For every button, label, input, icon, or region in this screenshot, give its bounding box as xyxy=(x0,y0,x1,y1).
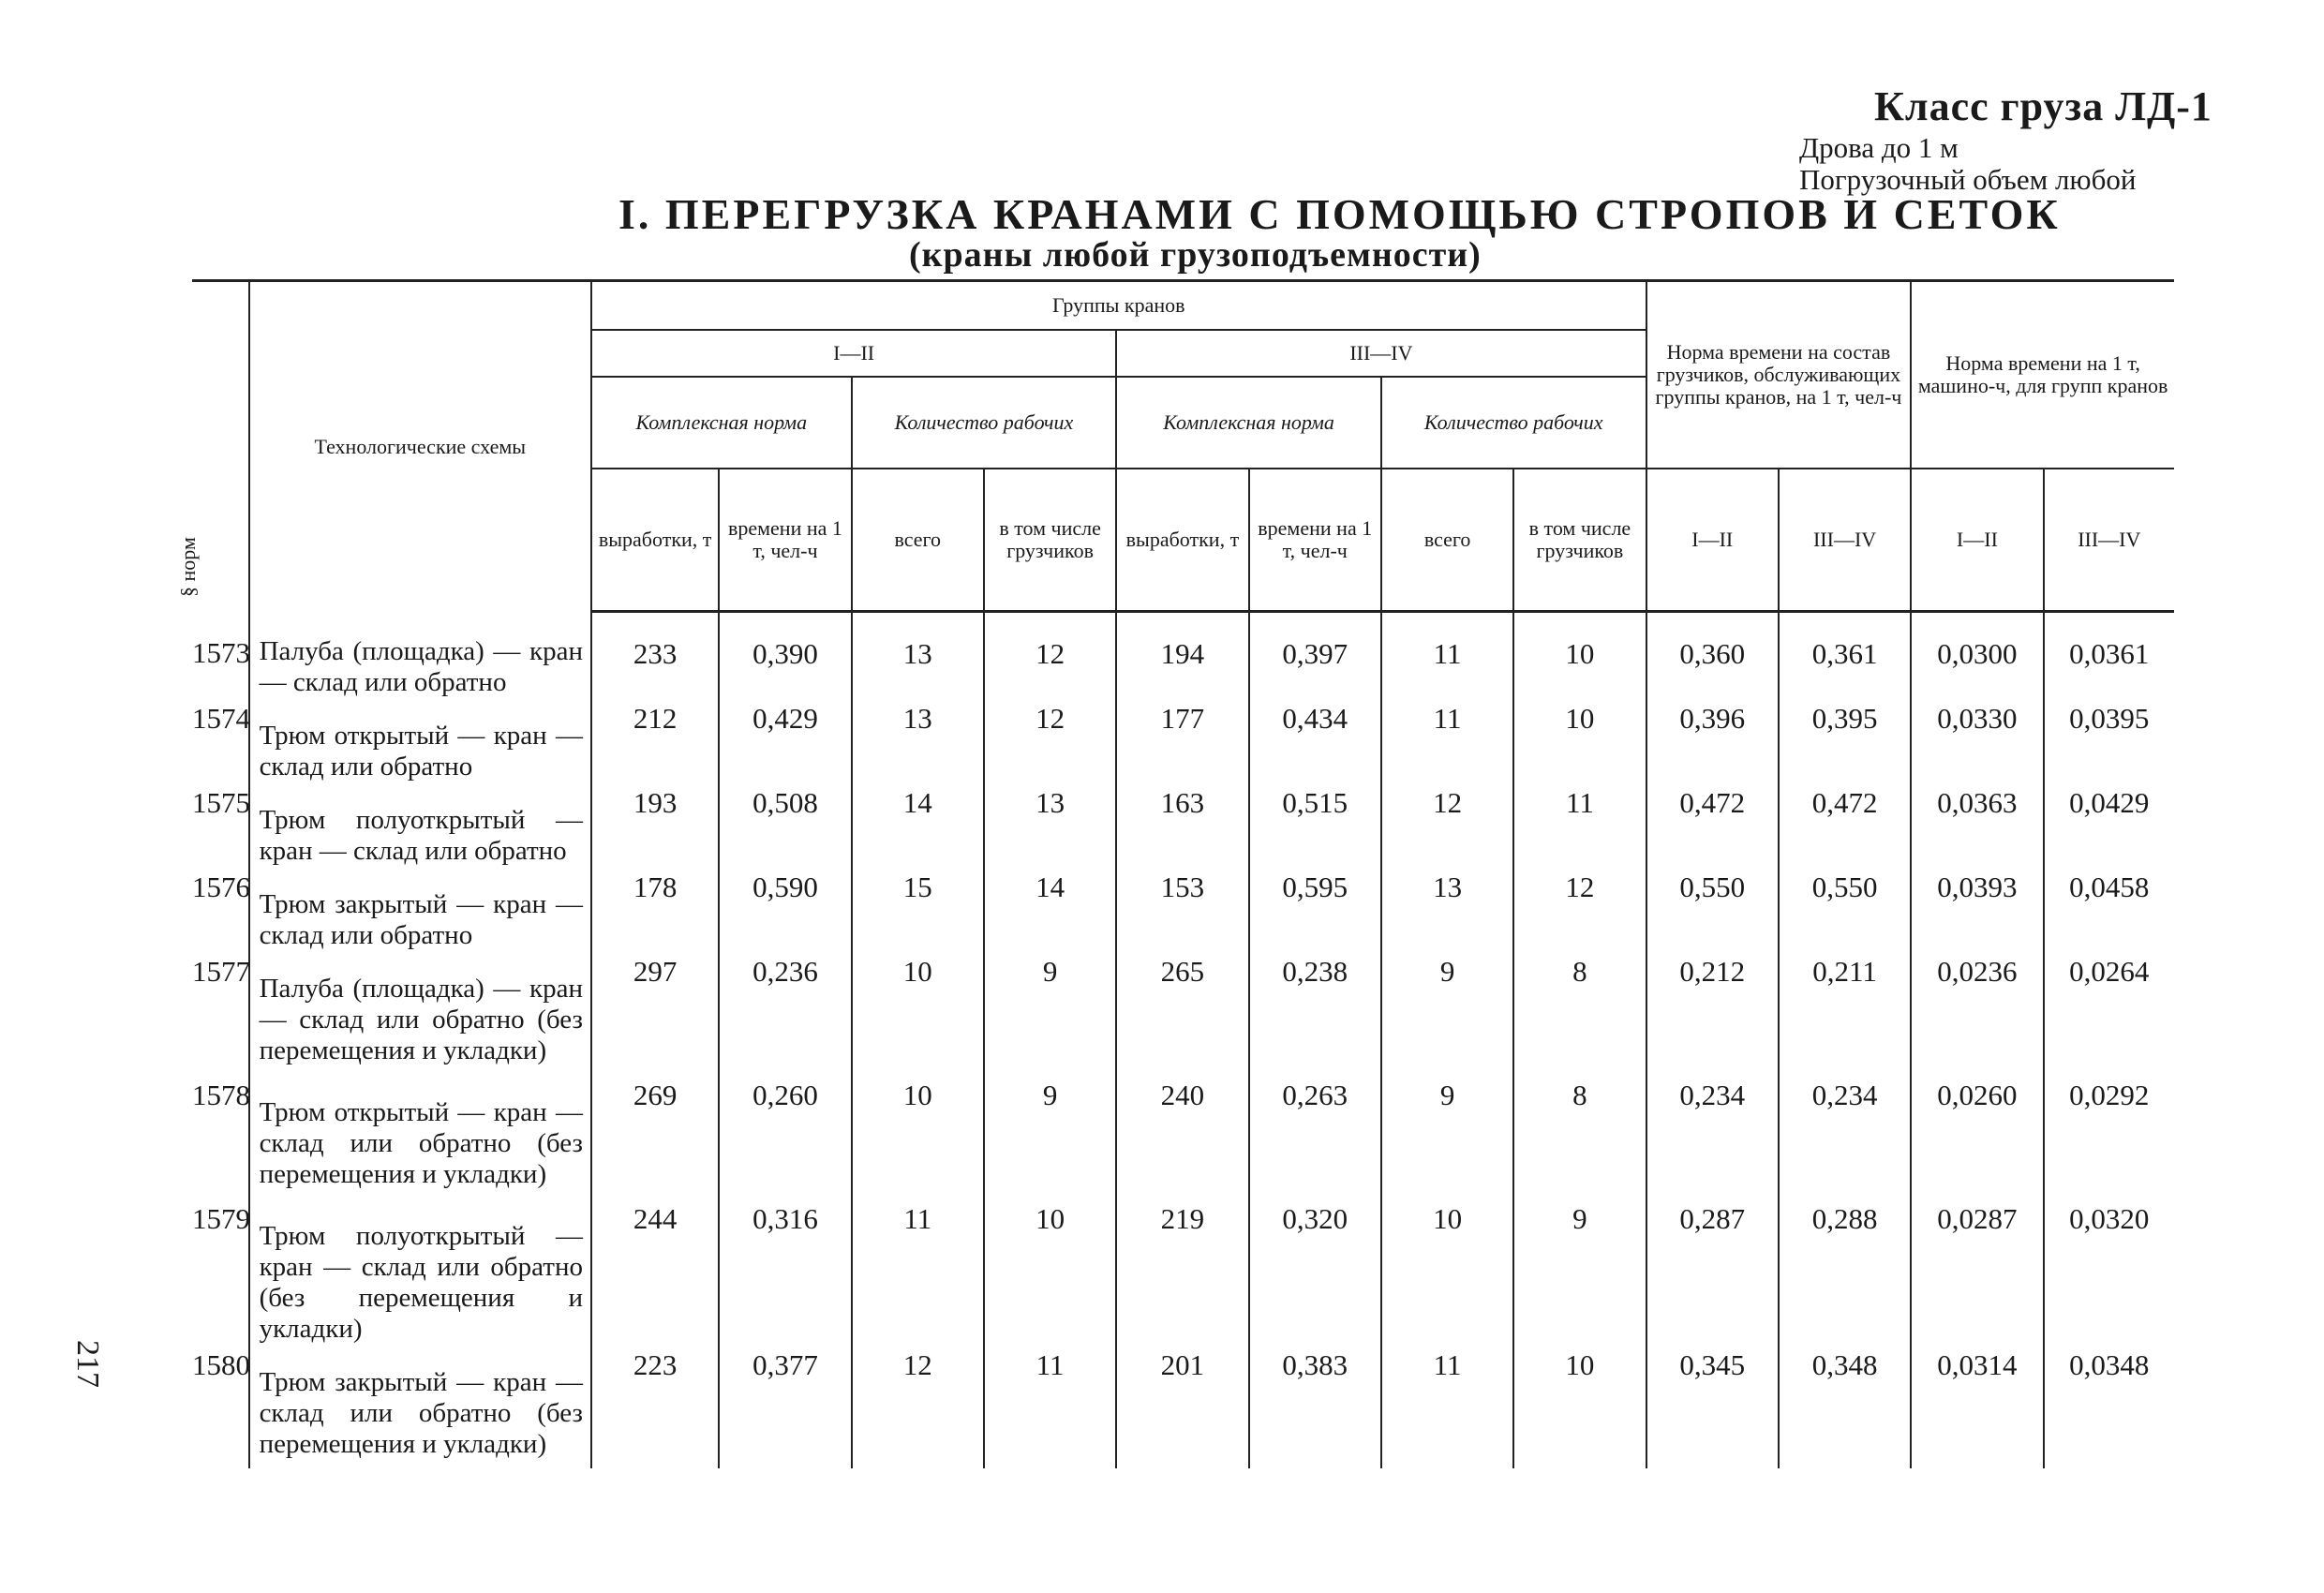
cell-time34: 0,515 xyxy=(1249,782,1381,867)
cell-ld34: 11 xyxy=(1513,782,1646,867)
cell-time12: 0,390 xyxy=(719,612,851,698)
cell-tot12: 13 xyxy=(852,612,984,698)
cell-nl34: 0,395 xyxy=(1779,698,1911,782)
header-loaders-norm-1-2: I—II xyxy=(1646,469,1779,612)
cell-nm34: 0,0320 xyxy=(2044,1198,2174,1345)
norms-table-container xyxy=(176,279,2174,1468)
cell-out12: 223 xyxy=(591,1345,719,1468)
cell-ld34: 10 xyxy=(1513,612,1646,698)
tech-scheme: Трюм полуоткрытый — кран — склад или обратно (без перемещения и укладки) xyxy=(249,1198,591,1345)
cell-ld12: 9 xyxy=(984,951,1116,1075)
cell-time34: 0,383 xyxy=(1249,1345,1381,1468)
cargo-class-title: Класс груза ЛД-1 xyxy=(1874,83,2212,129)
cell-out34: 177 xyxy=(1116,698,1248,782)
cell-nm34: 0,0395 xyxy=(2044,698,2174,782)
cell-time12: 0,316 xyxy=(719,1198,851,1345)
cell-nm12: 0,0236 xyxy=(1911,951,2043,1075)
cell-nm12: 0,0330 xyxy=(1911,698,2043,782)
cell-out12: 178 xyxy=(591,867,719,951)
cell-tot34: 12 xyxy=(1381,782,1513,867)
cell-nm12: 0,0300 xyxy=(1911,612,2043,698)
table-row xyxy=(192,782,2174,867)
cell-nm12: 0,0393 xyxy=(1911,867,2043,951)
cell-ld12: 10 xyxy=(984,1198,1116,1345)
cell-out34: 219 xyxy=(1116,1198,1248,1345)
norm-number: 1578 xyxy=(192,1078,250,1111)
cell-ld34: 10 xyxy=(1513,698,1646,782)
cell-nl34: 0,361 xyxy=(1779,612,1911,698)
cell-out34: 201 xyxy=(1116,1345,1248,1468)
header-time-norm-loaders: Норма времени на состав грузчиков, обслуживающих группы кранов, на 1 т, чел-ч xyxy=(1646,281,1912,469)
cell-nl12: 0,212 xyxy=(1646,951,1779,1075)
norm-number: 1580 xyxy=(192,1347,250,1381)
cell-nl34: 0,472 xyxy=(1779,782,1911,867)
cell-ld12: 13 xyxy=(984,782,1116,867)
header-workers-3-4: Количество рабочих xyxy=(1381,377,1646,469)
cell-nm12: 0,0314 xyxy=(1911,1345,2043,1468)
cell-ld12: 11 xyxy=(984,1345,1116,1468)
cell-out12: 233 xyxy=(591,612,719,698)
header-machine-norm-1-2: I—II xyxy=(1911,469,2043,612)
cell-ld34: 12 xyxy=(1513,867,1646,951)
cell-nl12: 0,345 xyxy=(1646,1345,1779,1468)
tech-scheme: Палуба (площадка) — кран — склад или обратно xyxy=(249,612,591,698)
cell-out34: 194 xyxy=(1116,612,1248,698)
header-complex-norm-1-2: Комплексная норма xyxy=(591,377,852,469)
cell-tot12: 11 xyxy=(852,1198,984,1345)
header-complex-norm-3-4: Комплексная норма xyxy=(1116,377,1381,469)
cell-out34: 163 xyxy=(1116,782,1248,867)
table-row xyxy=(192,1198,2174,1345)
header-total-3-4: всего xyxy=(1381,469,1513,612)
cell-time34: 0,434 xyxy=(1249,698,1381,782)
header-crane-groups: Группы кранов xyxy=(591,281,1646,331)
cell-nl12: 0,550 xyxy=(1646,867,1779,951)
header-total-1-2: всего xyxy=(852,469,984,612)
cell-time34: 0,397 xyxy=(1249,612,1381,698)
cell-ld12: 12 xyxy=(984,612,1116,698)
tech-scheme: Трюм полуоткрытый — кран — склад или обратно xyxy=(249,782,591,867)
section-subtitle: (краны любой грузоподъемности) xyxy=(909,235,1482,275)
header-group-3-4: III—IV xyxy=(1116,330,1646,377)
cell-out12: 193 xyxy=(591,782,719,867)
cell-nm34: 0,0348 xyxy=(2044,1345,2174,1468)
cell-nm12: 0,0287 xyxy=(1911,1198,2043,1345)
cell-out34: 153 xyxy=(1116,867,1248,951)
header-group-1-2: I—II xyxy=(591,330,1116,377)
header-time-3-4: времени на 1 т, чел-ч xyxy=(1249,469,1381,612)
cell-time12: 0,508 xyxy=(719,782,851,867)
cell-ld34: 9 xyxy=(1513,1198,1646,1345)
cell-time34: 0,320 xyxy=(1249,1198,1381,1345)
cell-nm34: 0,0292 xyxy=(2044,1075,2174,1198)
header-tech-schemes: Технологические схемы xyxy=(249,281,591,612)
norm-number: 1575 xyxy=(192,785,250,819)
cell-time34: 0,238 xyxy=(1249,951,1381,1075)
cell-out12: 269 xyxy=(591,1075,719,1198)
cell-out12: 212 xyxy=(591,698,719,782)
cell-time12: 0,429 xyxy=(719,698,851,782)
header-workers-1-2: Количество рабочих xyxy=(852,377,1117,469)
cell-nl12: 0,287 xyxy=(1646,1198,1779,1345)
norms-table xyxy=(176,279,2174,1468)
cell-nm34: 0,0264 xyxy=(2044,951,2174,1075)
header-loaders-3-4: в том числе грузчиков xyxy=(1513,469,1646,612)
cell-ld12: 12 xyxy=(984,698,1116,782)
header-norm-number: § норм xyxy=(176,536,200,597)
header-output-3-4: выработки, т xyxy=(1116,469,1248,612)
cell-nm12: 0,0260 xyxy=(1911,1075,2043,1198)
header-output-1-2: выработки, т xyxy=(591,469,719,612)
cell-ld34: 10 xyxy=(1513,1345,1646,1468)
tech-scheme: Трюм открытый — кран — склад или обратно (без перемещения и укладки) xyxy=(249,1075,591,1198)
cell-tot12: 10 xyxy=(852,1075,984,1198)
table-header xyxy=(176,281,2174,612)
cell-time12: 0,236 xyxy=(719,951,851,1075)
cell-nl34: 0,348 xyxy=(1779,1345,1911,1468)
cell-nl12: 0,360 xyxy=(1646,612,1779,698)
cell-out12: 244 xyxy=(591,1198,719,1345)
cell-nm34: 0,0458 xyxy=(2044,867,2174,951)
cell-time34: 0,263 xyxy=(1249,1075,1381,1198)
cell-tot12: 12 xyxy=(852,1345,984,1468)
cell-time12: 0,260 xyxy=(719,1075,851,1198)
loading-volume: Погрузочный объем любой xyxy=(1799,163,2137,196)
cell-tot12: 14 xyxy=(852,782,984,867)
tech-scheme: Трюм открытый — кран — склад или обратно xyxy=(249,698,591,782)
norm-number: 1576 xyxy=(192,870,250,903)
norm-number: 1579 xyxy=(192,1201,250,1235)
cell-nl34: 0,288 xyxy=(1779,1198,1911,1345)
cell-ld12: 14 xyxy=(984,867,1116,951)
cell-tot34: 11 xyxy=(1381,1345,1513,1468)
cell-out34: 265 xyxy=(1116,951,1248,1075)
cell-nl12: 0,472 xyxy=(1646,782,1779,867)
cell-ld34: 8 xyxy=(1513,951,1646,1075)
cell-tot34: 13 xyxy=(1381,867,1513,951)
cell-nl34: 0,211 xyxy=(1779,951,1911,1075)
cell-nm34: 0,0361 xyxy=(2044,612,2174,698)
cell-nl34: 0,550 xyxy=(1779,867,1911,951)
cell-ld12: 9 xyxy=(984,1075,1116,1198)
cell-out34: 240 xyxy=(1116,1075,1248,1198)
table-row xyxy=(192,612,2174,698)
cell-tot34: 10 xyxy=(1381,1198,1513,1345)
header-loaders-norm-3-4: III—IV xyxy=(1779,469,1911,612)
table-row xyxy=(192,867,2174,951)
tech-scheme: Трюм закрытый — кран — склад или обратно xyxy=(249,867,591,951)
cell-nl34: 0,234 xyxy=(1779,1075,1911,1198)
table-row xyxy=(192,698,2174,782)
cell-tot12: 10 xyxy=(852,951,984,1075)
header-time-1-2: времени на 1 т, чел-ч xyxy=(719,469,851,612)
table-body xyxy=(192,612,2174,1468)
cell-nm12: 0,0363 xyxy=(1911,782,2043,867)
cell-tot34: 11 xyxy=(1381,612,1513,698)
norm-number: 1577 xyxy=(192,954,250,988)
cargo-description: Дрова до 1 м xyxy=(1799,131,1959,164)
header-loaders-1-2: в том числе грузчиков xyxy=(984,469,1116,612)
cell-tot12: 13 xyxy=(852,698,984,782)
header-machine-norm-3-4: III—IV xyxy=(2044,469,2174,612)
header-time-norm-machine: Норма времени на 1 т, машино-ч, для групп кранов xyxy=(1911,281,2174,469)
norm-number: 1574 xyxy=(192,701,250,735)
norm-number: 1573 xyxy=(192,635,250,669)
table-row xyxy=(192,951,2174,1075)
page-number: 217 xyxy=(70,1340,105,1388)
cell-time34: 0,595 xyxy=(1249,867,1381,951)
cell-time12: 0,590 xyxy=(719,867,851,951)
tech-scheme: Трюм закрытый — кран — склад или обратно (без перемещения и укладки) xyxy=(249,1345,591,1468)
section-title: I. ПЕРЕГРУЗКА КРАНАМИ С ПОМОЩЬЮ СТРОПОВ И СЕТОК xyxy=(618,190,2061,238)
cell-nl12: 0,234 xyxy=(1646,1075,1779,1198)
cell-tot34: 9 xyxy=(1381,951,1513,1075)
tech-scheme: Палуба (площадка) — кран — склад или обратно (без перемещения и укладки) xyxy=(249,951,591,1075)
cell-nl12: 0,396 xyxy=(1646,698,1779,782)
cell-tot34: 9 xyxy=(1381,1075,1513,1198)
cell-time12: 0,377 xyxy=(719,1345,851,1468)
cell-nm34: 0,0429 xyxy=(2044,782,2174,867)
cell-tot12: 15 xyxy=(852,867,984,951)
table-row xyxy=(192,1075,2174,1198)
cell-tot34: 11 xyxy=(1381,698,1513,782)
cell-ld34: 8 xyxy=(1513,1075,1646,1198)
cell-out12: 297 xyxy=(591,951,719,1075)
table-row xyxy=(192,1345,2174,1468)
